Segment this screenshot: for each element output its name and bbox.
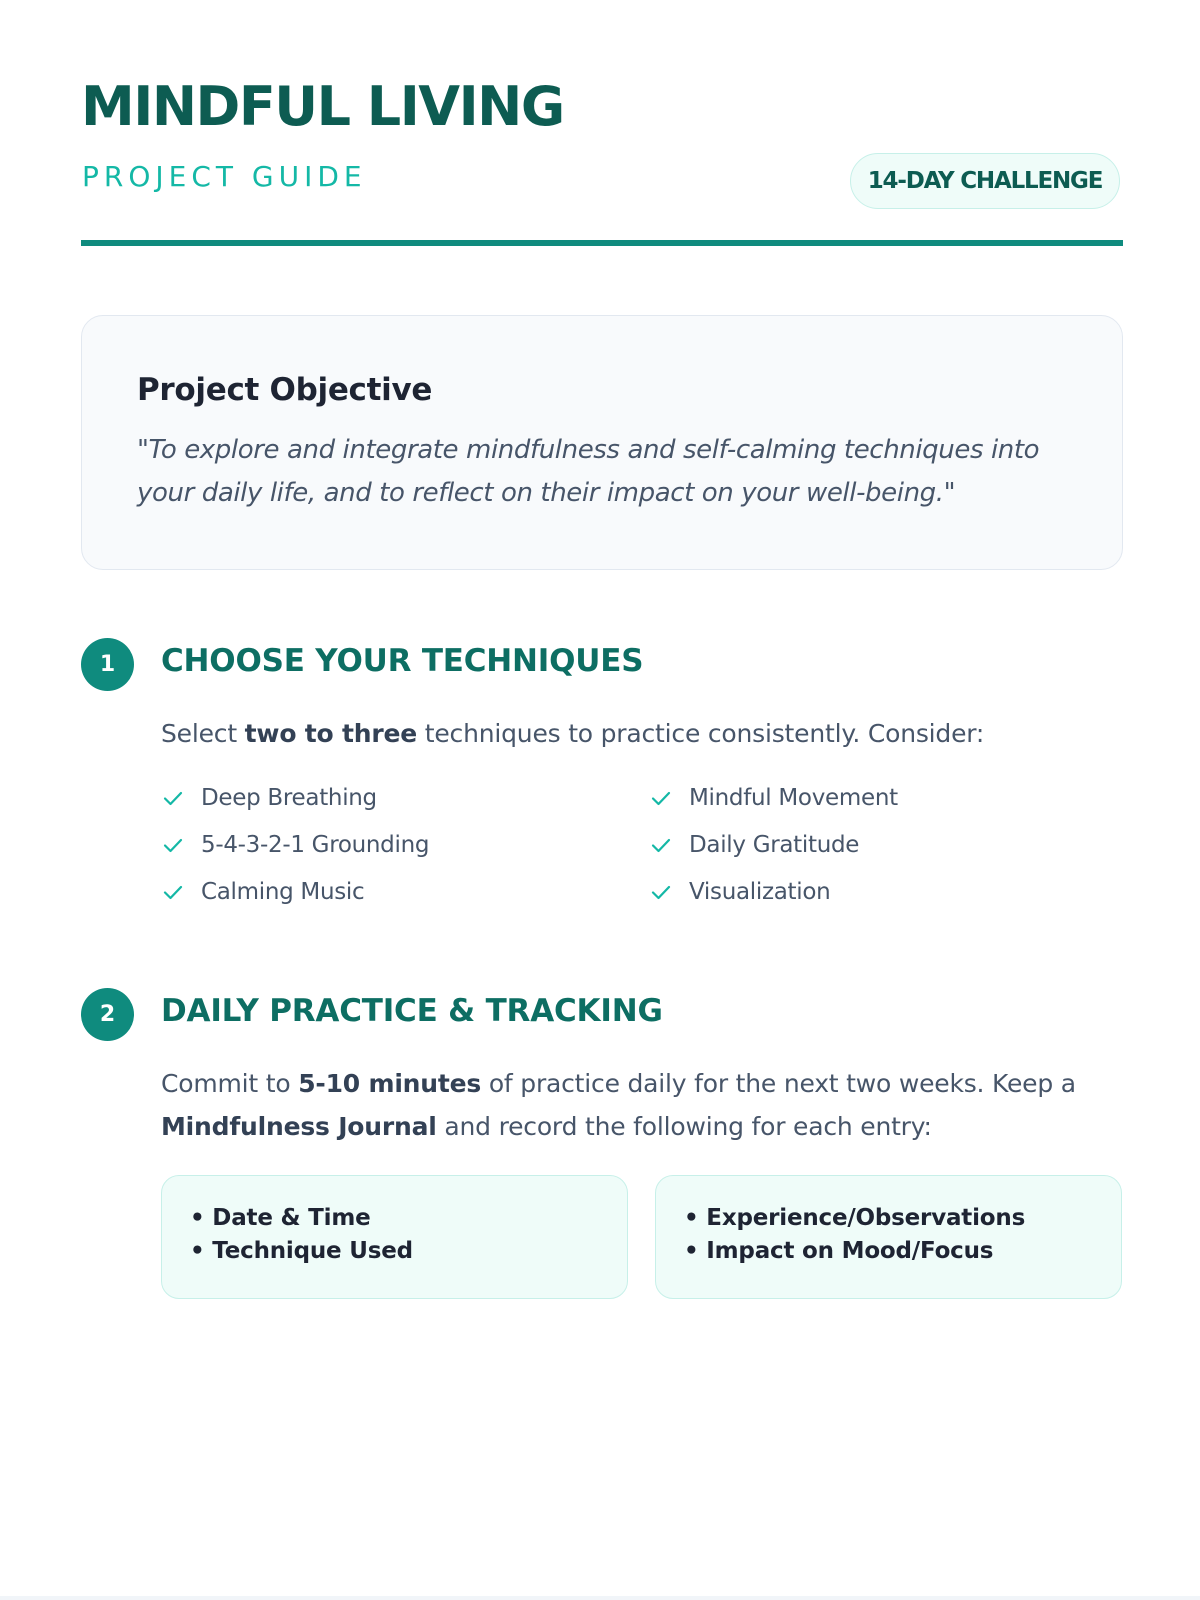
step-1-description [161,712,984,755]
step-1-text-before: Select [161,719,245,748]
step-2-text-c: and record the following for each entry: [436,1112,932,1141]
technique-item [161,785,377,811]
check-icon [649,786,673,810]
challenge-badge [850,153,1120,209]
check-icon [161,833,185,857]
technique-label: 5-4-3-2-1 Grounding [201,832,430,858]
page-subtitle: PROJECT GUIDE [82,160,367,193]
step-2-text-bold-a: 5-10 minutes [298,1069,482,1098]
journal-field: • Experience/Observations [684,1205,1026,1231]
check-icon [161,786,185,810]
check-icon [649,880,673,904]
technique-label: Mindful Movement [689,785,898,811]
journal-field: • Date & Time [190,1205,371,1231]
step-1-text-after: techniques to practice consistently. Consider: [417,719,985,748]
step-1-title: CHOOSE YOUR TECHNIQUES [161,643,644,679]
journal-field: • Impact on Mood/Focus [684,1238,994,1264]
header-divider [81,240,1123,246]
step-2-description [161,1062,1121,1148]
objective-quote: "To explore and integrate mindfulness and self-calming techniques into your daily life, and to reflect on their impact on your well-being." [137,435,1040,508]
journal-fields-box [655,1175,1122,1299]
step-2-number [81,988,134,1041]
technique-label: Daily Gratitude [689,832,860,858]
objective-heading: Project Objective [137,372,433,408]
journal-field: • Technique Used [190,1238,413,1264]
step-1-text-bold: two to three [244,719,418,748]
technique-item [161,832,429,858]
technique-label: Calming Music [201,879,365,905]
technique-item [649,785,898,811]
step-1-number [81,638,134,691]
page-title: MINDFUL LIVING [81,75,564,138]
technique-item [649,832,859,858]
technique-label: Deep Breathing [201,785,377,811]
bottom-edge [0,1596,1200,1600]
step-2-title: DAILY PRACTICE & TRACKING [161,993,663,1029]
check-icon [161,880,185,904]
objective-card [81,315,1123,570]
check-icon [649,833,673,857]
step-1-number-label: 1 [99,652,116,677]
journal-fields-box [161,1175,628,1299]
technique-label: Visualization [689,879,831,905]
step-2-text-b: of practice daily for the next two weeks. Keep a [481,1069,1076,1098]
step-2-number-label: 2 [99,1002,116,1027]
challenge-badge-label: 14-DAY CHALLENGE [867,168,1103,194]
technique-item [161,879,364,905]
technique-item [649,879,830,905]
step-2-text-bold-b: Mindfulness Journal [161,1112,437,1141]
step-2-text-a: Commit to [161,1069,299,1098]
